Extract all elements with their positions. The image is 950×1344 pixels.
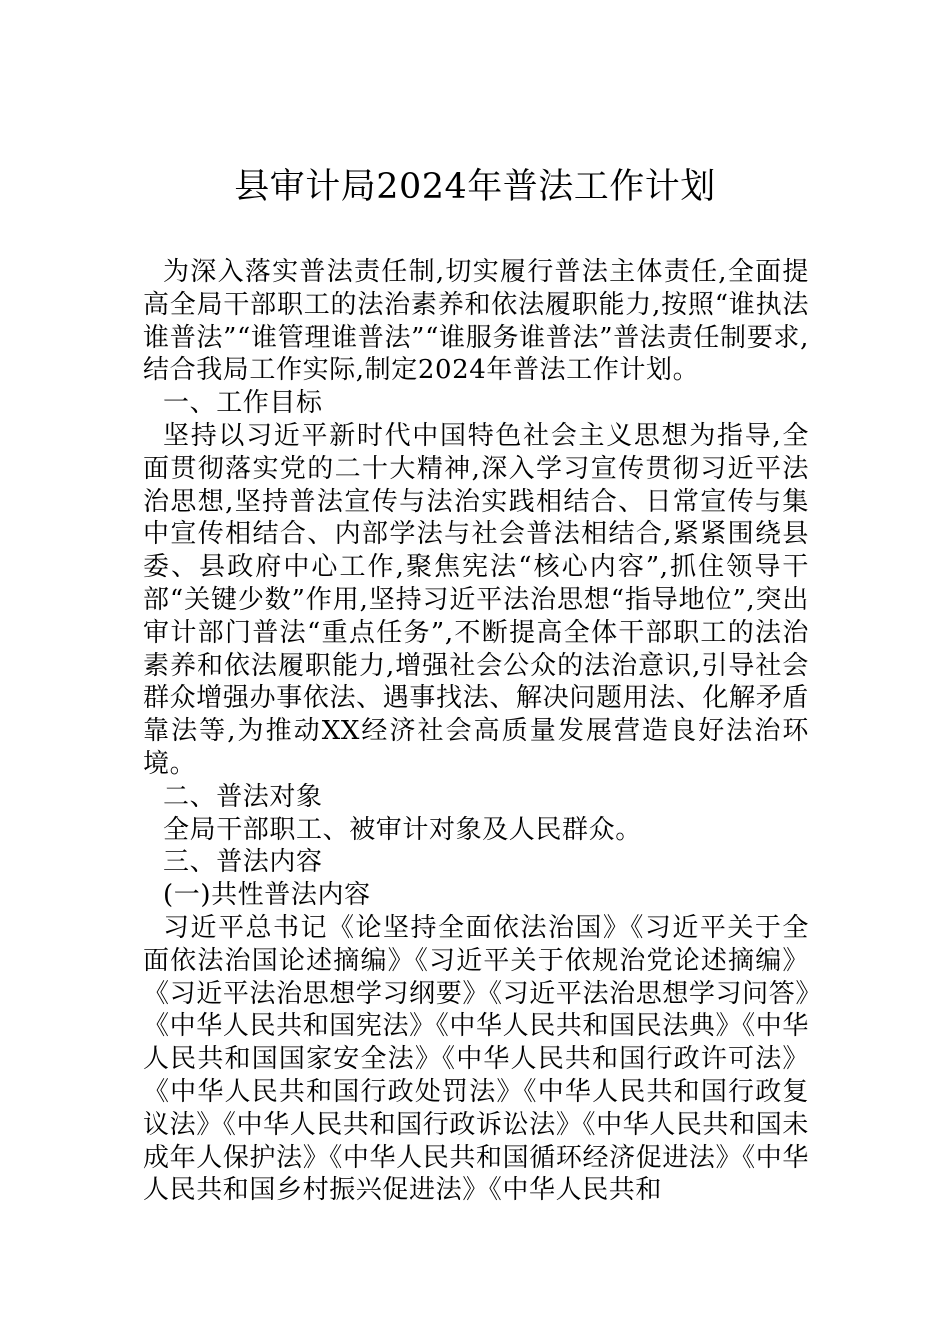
subsection-heading-common: (一)共性普法内容 — [163, 880, 371, 911]
section-heading-goals: 一、工作目标 — [163, 388, 323, 419]
audience-paragraph: 全局干部职工、被审计对象及人民群众。 — [163, 814, 642, 845]
document-title: 县审计局2024年普法工作计划 — [234, 167, 716, 207]
document-body — [143, 256, 809, 1207]
common-content-paragraph: 习近平总书记《论坚持全面依法治国》《习近平关于全面依法治国论述摘编》《习近平关于依规治党论述摘编》《习近平法治思想学习纲要》《习近平法治思想学习问答》《中华人民共和国宪法》《中华人民共和国民法典》《中华人民共和国国家安全法》《中华人民共和国行政许可法》《中华人民共和国行政处罚法》《中华人民共和国行政复议法》《中华人民共和国行政诉讼法》《中华人民共和国未成年人保护法》《中华人民共和国循环经济促进法》《中华人民共和国乡村振兴促进法》《中华人民共和 — [143, 912, 809, 1206]
section-heading-content: 三、普法内容 — [163, 847, 323, 878]
goals-paragraph: 坚持以习近平新时代中国特色社会主义思想为指导,全面贯彻落实党的二十大精神,深入学习宣传贯彻习近平法治思想,坚持普法宣传与法治实践相结合、日常宣传与集中宣传相结合、内部学法与社会普法相结合,紧紧围绕县委、县政府中心工作,聚焦宪法“核心内容”,抓住领导干部“关键少数”作用,坚持习近平法治思想“指导地位”,突出审计部门普法“重点任务”,不断提高全体干部职工的法治素养和依法履职能力,增强社会公众的法治意识,引导社会群众增强办事依法、遇事找法、解决问题用法、化解矛盾靠法等,为推动XX经济社会高质量发展营造良好法治环境。 — [143, 420, 809, 779]
intro-paragraph: 为深入落实普法责任制,切实履行普法主体责任,全面提高全局干部职工的法治素养和依法履职能力,按照“谁执法谁普法”“谁管理谁普法”“谁服务谁普法”普法责任制要求,结合我局工作实际,制定2024年普法工作计划。 — [143, 257, 809, 386]
section-heading-audience: 二、普法对象 — [163, 781, 323, 812]
